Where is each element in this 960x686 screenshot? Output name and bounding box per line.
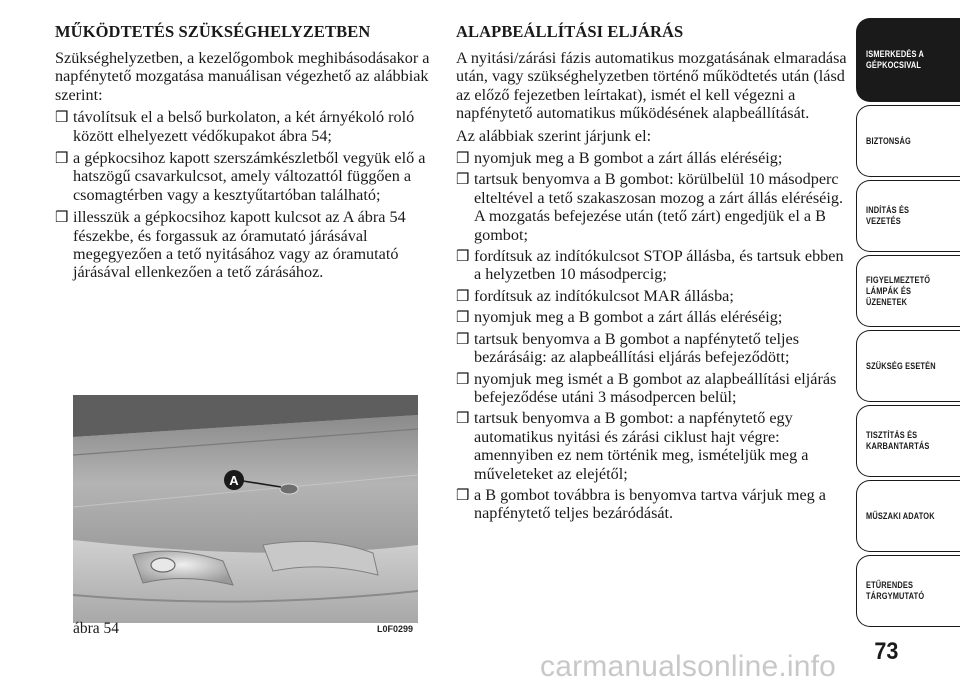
tab-label: INDÍTÁS ÉS VEZETÉS — [866, 205, 910, 227]
basic-setting-intro: A nyitási/zárási fázis automatikus mozgatásának elmaradása után, vagy szükséghelyzetben történő működtetés után (lásd az előző fejezetben leírtakat), ismét el kell végezni a napfénytető automatikus működésének alapbeállítását. — [456, 49, 847, 123]
checkbox-bullet-icon: ❒ — [456, 310, 470, 327]
checkbox-bullet-icon: ❒ — [456, 371, 470, 388]
tab-szukseg[interactable] — [856, 330, 960, 402]
page-number: 73 — [874, 638, 899, 665]
list-item: ❒ tartsuk benyomva a B gombot a napfénytető teljes bezárásáig: az alapbeállítási eljárás befejeződött; — [456, 329, 800, 367]
basic-setting-intro-2: Az alábbiak szerint járjunk el: — [456, 126, 652, 145]
list-item: ❒ a gépkocsihoz kapott szerszámkészletből vegyük elő a hatszögű csavarkulcsot, amely változattól függően a csomagtérben vagy a kesztyűtartóban található; — [55, 149, 426, 204]
list-item: ❒ nyomjuk meg a B gombot a zárt állás eléréséig; — [456, 308, 783, 327]
figure-code: L0F0299 — [377, 624, 414, 634]
tab-label: MŰSZAKI ADATOK — [866, 510, 935, 522]
emergency-intro: Szükséghelyzetben, a kezelőgombok meghibásodásakor a napfénytető mozgatása manuálisan végezhető az alábbiak szerint: — [55, 49, 430, 104]
watermark: carmanualsonline.info — [540, 650, 837, 683]
checkbox-bullet-icon: ❒ — [456, 172, 470, 189]
emergency-heading: MŰKÖDTETÉS SZÜKSÉGHELYZETBEN — [55, 22, 371, 41]
emergency-steps-list — [55, 108, 440, 282]
tab-inditas[interactable] — [856, 180, 960, 252]
checkbox-bullet-icon: ❒ — [456, 151, 470, 168]
tab-label: ISMERKEDÉS A GÉPKOCSIVAL — [866, 49, 925, 71]
checkbox-bullet-icon: ❒ — [456, 288, 470, 305]
list-item: ❒ távolítsuk el a belső burkolaton, a két árnyékoló roló között elhelyezett védőkupakot ábra 54; — [55, 108, 415, 145]
checkbox-bullet-icon: ❒ — [456, 331, 470, 348]
basic-setting-heading: ALAPBEÁLLÍTÁSI ELJÁRÁS — [456, 22, 684, 41]
figure-caption: ábra 54 — [73, 620, 120, 637]
tab-label: BIZTONSÁG — [866, 135, 911, 147]
tab-label: TISZTÍTÁS ÉS KARBANTARTÁS — [866, 430, 930, 452]
chapter-tabs — [856, 18, 960, 630]
list-item: ❒ fordítsuk az indítókulcsot STOP állásba, és tartsuk ebben a helyzetben 10 másodpercig; — [456, 247, 844, 284]
checkbox-bullet-icon: ❒ — [55, 210, 69, 227]
tab-label: ETŰRENDES TÁRGYMUTATÓ — [866, 580, 925, 602]
list-item: ❒ nyomjuk meg ismét a B gombot az alapbeállítási eljárás befejeződése utáni 3 másodpercen belül; — [456, 369, 837, 406]
basic-setting-steps-list — [456, 149, 851, 523]
tab-label: SZÜKSÉG ESETÉN — [866, 360, 936, 372]
tab-figyelmezteto[interactable] — [856, 255, 960, 327]
sunroof-illustration — [73, 395, 418, 623]
checkbox-bullet-icon: ❒ — [55, 151, 69, 168]
tab-label: FIGYELMEZTETŐ LÁMPÁK ÉS ÜZENETEK — [866, 274, 931, 308]
tab-ismerkedes[interactable] — [856, 18, 960, 102]
list-item: ❒ nyomjuk meg a B gombot a zárt állás eléréséig; — [456, 149, 783, 168]
tab-biztonsag[interactable] — [856, 105, 960, 177]
checkbox-bullet-icon: ❒ — [456, 249, 470, 266]
callout-label: A — [229, 473, 239, 488]
checkbox-bullet-icon: ❒ — [55, 110, 69, 127]
sunroof-figure — [73, 395, 418, 623]
list-item: ❒ a B gombot továbbra is benyomva tartva várjuk meg a napfénytető teljes bezáródását. — [456, 485, 826, 523]
tab-tisztitas[interactable] — [856, 405, 960, 477]
tab-muszaki[interactable] — [856, 480, 960, 552]
list-item: ❒ illesszük a gépkocsihoz kapott kulcsot az A ábra 54 fészekbe, és forgassuk az óramutató járásával megegyezően a tető nyitásához vagy az óramutató járásával ellenkezően a tető zárásához. — [55, 208, 406, 282]
checkbox-bullet-icon: ❒ — [456, 487, 470, 504]
list-item: ❒ tartsuk benyomva a B gombot: körülbelül 10 másodperc elteltével a tető szakaszosan mozog a zárt állás eléréséig. A mozgatás befejezése után (tető zárt) engedjük el a B gombot; — [456, 170, 843, 244]
tab-targymutato[interactable] — [856, 555, 960, 627]
left-column — [55, 22, 440, 286]
list-item: ❒ tartsuk benyomva a B gombot: a napfénytető egy automatikus nyitási és zárási ciklust hajt végre: amennyiben ez nem történik meg, ismételjük meg a műveleteket az elejétől; — [456, 409, 809, 483]
checkbox-bullet-icon: ❒ — [456, 411, 470, 428]
list-item: ❒ fordítsuk az indítókulcsot MAR állásba; — [456, 286, 734, 305]
right-column — [456, 22, 851, 526]
